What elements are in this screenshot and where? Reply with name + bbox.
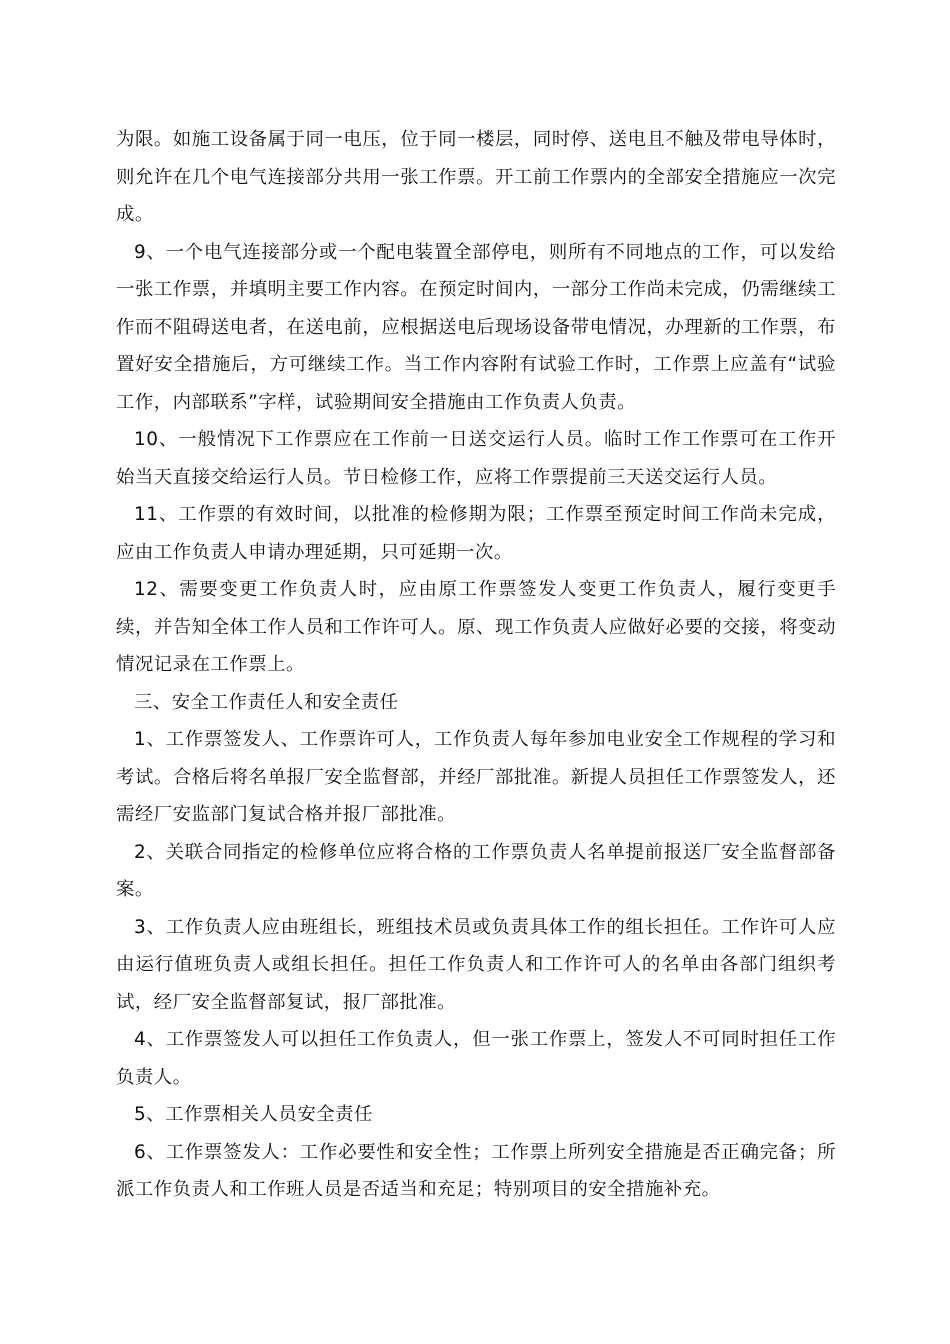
- paragraph-item-1: 1、工作票签发人、工作票许可人，工作负责人每年参加电业安全工作规程的学习和考试。合格后将名单报厂安全监督部，并经厂部批准。新提人员担任工作票签发人，还需经厂安监部门复试合格并报厂部批准。: [116, 729, 836, 825]
- paragraph-item-3: 3、工作负责人应由班组长，班组技术员或负责具体工作的组长担任。工作许可人应由运行值班负责人或组长担任。担任工作负责人和工作许可人的名单由各部门组织考试，经厂安全监督部复试，报厂部批准。: [116, 916, 836, 1013]
- paragraph-item-6: 6、工作票签发人：工作必要性和安全性；工作票上所列安全措施是否正确完备；所派工作负责人和工作班人员是否适当和充足；特别项目的安全措施补充。: [116, 1141, 836, 1200]
- section-heading-3: 三、安全工作责任人和安全责任: [134, 691, 399, 713]
- paragraph-item-9: 9、一个电气连接部分或一个配电装置全部停电，则所有不同地点的工作，可以发给一张工作票，并填明主要工作内容。在预定时间内，一部分工作尚未完成，仍需继续工作而不阻碍送电者，在送电前，应根据送电后现场设备带电情况，办理新的工作票，布置好安全措施后，方可继续工作。当工作内容附有试验工作时，工作票上应盖有“试验工作，内部联系”字样，试验期间安全措施由工作负责人负责。: [116, 241, 836, 413]
- paragraph-item-11: 11、工作票的有效时间，以批准的检修期为限；工作票至预定时间工作尚未完成，应由工作负责人申请办理延期，只可延期一次。: [116, 504, 836, 563]
- paragraph-item-10: 10、一般情况下工作票应在工作前一日送交运行人员。临时工作工作票可在工作开始当天直接交给运行人员。节日检修工作，应将工作票提前三天送交运行人员。: [116, 429, 836, 488]
- paragraph-continuation: 为限。如施工设备属于同一电压，位于同一楼层，同时停、送电且不触及带电导体时，则允许在几个电气连接部分共用一张工作票。开工前工作票内的全部安全措施应一次完成。: [116, 129, 836, 225]
- paragraph-item-2: 2、关联合同指定的检修单位应将合格的工作票负责人名单提前报送厂安全监督部备案。: [116, 841, 836, 900]
- paragraph-item-5: 5、工作票相关人员安全责任: [134, 1104, 373, 1125]
- document-page: [116, 121, 836, 1209]
- paragraph-item-12: 12、需要变更工作负责人时，应由原工作票签发人变更工作负责人，履行变更手续，并告知全体工作人员和工作许可人。原、现工作负责人应做好必要的交接，将变动情况记录在工作票上。: [116, 579, 836, 675]
- paragraph-item-4: 4、工作票签发人可以担任工作负责人，但一张工作票上，签发人不可同时担任工作负责人。: [116, 1029, 836, 1088]
